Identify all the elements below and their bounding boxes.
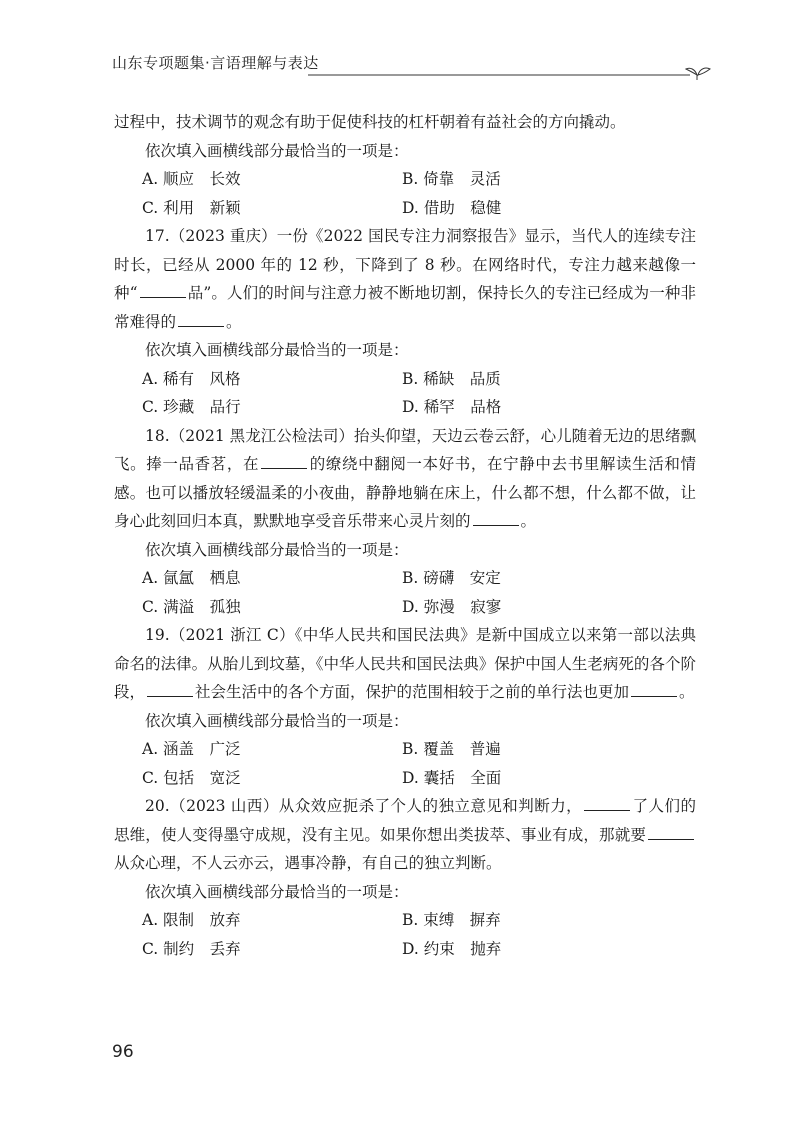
q19-prompt: 依次填入画横线部分最恰当的一项是： — [145, 711, 409, 730]
running-header — [112, 42, 722, 78]
q18-option-a: A. 氤氲 栖息 — [142, 569, 241, 587]
q18-blank-1 — [261, 454, 307, 469]
q20-option-d: D. 约束 抛弃 — [402, 939, 502, 958]
q17-stem-part-3: 。 — [226, 312, 242, 331]
q16-option-a: A. 顺应 长效 — [142, 170, 241, 188]
q17-stem-part-1: 17.（2023 重庆）一份《2022 国民专注力洞察报告》显示，当代人的连续专注时长，已经从 2000 年的 12 秒，下降到了 8 秒。在网络时代，专注力越来越像一种“ — [114, 227, 696, 302]
q18-options — [114, 564, 696, 621]
q20-stem-part-3: 从众心理，不人云亦云，遇事冷静，有自己的独立判断。 — [114, 854, 502, 872]
q18-option-c: C. 满溢 孤独 — [142, 597, 241, 616]
q18-stem-part-3: 。 — [520, 512, 537, 530]
q20-stem-part-2: 了人们的思维，使人变得墨守成规，没有主见。如果你想出类拔萃、事业有成，那就要 — [114, 797, 696, 844]
q17-option-c: C. 珍藏 品行 — [142, 398, 241, 416]
q16-options — [114, 165, 696, 222]
q18-stem-part-2: 的缭绕中翻阅一本好书，在宁静中去书里解读生活和情感。也可以播放轻缓温柔的小夜曲，静静地躺在床上，什么都不想，什么都不做，让身心此刻回归本真，默默地享受音乐带来心灵片刻的 — [114, 455, 696, 530]
q19-option-c: C. 包括 宽泛 — [142, 768, 241, 787]
continuation-text: 过程中，技术调节的观念有助于促使科技的杠杆朝着有益社会的方向撬动。 — [114, 113, 626, 131]
q19-stem-part-2: 社会生活中的各个方面，保护的范围相较于之前的单行法也更加 — [195, 683, 630, 701]
q20-blank-1 — [584, 796, 630, 811]
q18-prompt: 依次填入画横线部分最恰当的一项是： — [145, 540, 409, 559]
q20-options — [114, 906, 696, 963]
q19-options — [114, 735, 696, 792]
header-title: 山东专项题集·言语理解与表达 — [112, 54, 319, 72]
q18-option-d: D. 弥漫 寂寥 — [402, 597, 502, 616]
q18-option-b: B. 磅礴 安定 — [402, 569, 501, 587]
q16-prompt: 依次填入画横线部分最恰当的一项是： — [145, 141, 409, 160]
q20-option-b: B. 束缚 摒弃 — [402, 911, 501, 929]
q20-option-a: A. 限制 放弃 — [142, 911, 241, 929]
q17-option-a: A. 稀有 风格 — [142, 369, 241, 388]
q20-option-c: C. 制约 丢弃 — [142, 939, 241, 958]
q17-option-d: D. 稀罕 品格 — [402, 398, 502, 416]
q17-options — [114, 365, 696, 422]
page-number: 96 — [112, 1042, 134, 1062]
q17-blank-1 — [140, 283, 186, 298]
q19-stem — [114, 621, 696, 707]
q19-blank-2 — [631, 682, 677, 697]
q20-stem-part-1: 20.（2023 山西）从众效应扼杀了个人的独立意见和判断力， — [145, 797, 583, 815]
q20-stem — [114, 792, 696, 878]
q18-blank-2 — [473, 511, 519, 526]
q16-option-b: B. 倚靠 灵活 — [402, 170, 501, 188]
q17-blank-2 — [178, 312, 224, 327]
q19-stem-part-3: 。 — [679, 683, 695, 701]
q19-option-b: B. 覆盖 普遍 — [402, 740, 501, 758]
q16-option-c: C. 利用 新颖 — [142, 198, 241, 217]
q20-blank-2 — [648, 825, 694, 840]
q19-option-d: D. 囊括 全面 — [402, 768, 502, 787]
page-body — [114, 108, 696, 963]
q16-option-d: D. 借助 稳健 — [402, 198, 502, 217]
q19-blank-1 — [147, 682, 193, 697]
q20-prompt: 依次填入画横线部分最恰当的一项是： — [145, 882, 409, 901]
q18-stem — [114, 422, 696, 536]
q17-stem — [114, 222, 696, 336]
q19-stem-part-1: 19.（2021 浙江 C）《中华人民共和国民法典》是新中国成立以来第一部以法典命名的法律。从胎儿到坟墓，《中华人民共和国民法典》保护中国人生老病死的各个阶段， — [114, 626, 696, 701]
q18-stem-part-1: 18.（2021 黑龙江公检法司）抬头仰望，天边云卷云舒，心儿随着无边的思绪飘飞。捧一品香茗，在 — [114, 426, 696, 473]
q17-prompt: 依次填入画横线部分最恰当的一项是： — [145, 341, 409, 359]
q17-stem-part-2: 品”。人们的时间与注意力被不断地切割，保持长久的专注已经成为一种非常难得的 — [114, 284, 696, 331]
header-rule-sprout-icon — [112, 67, 712, 81]
q17-option-b: B. 稀缺 品质 — [402, 369, 501, 388]
q19-option-a: A. 涵盖 广泛 — [142, 740, 241, 758]
